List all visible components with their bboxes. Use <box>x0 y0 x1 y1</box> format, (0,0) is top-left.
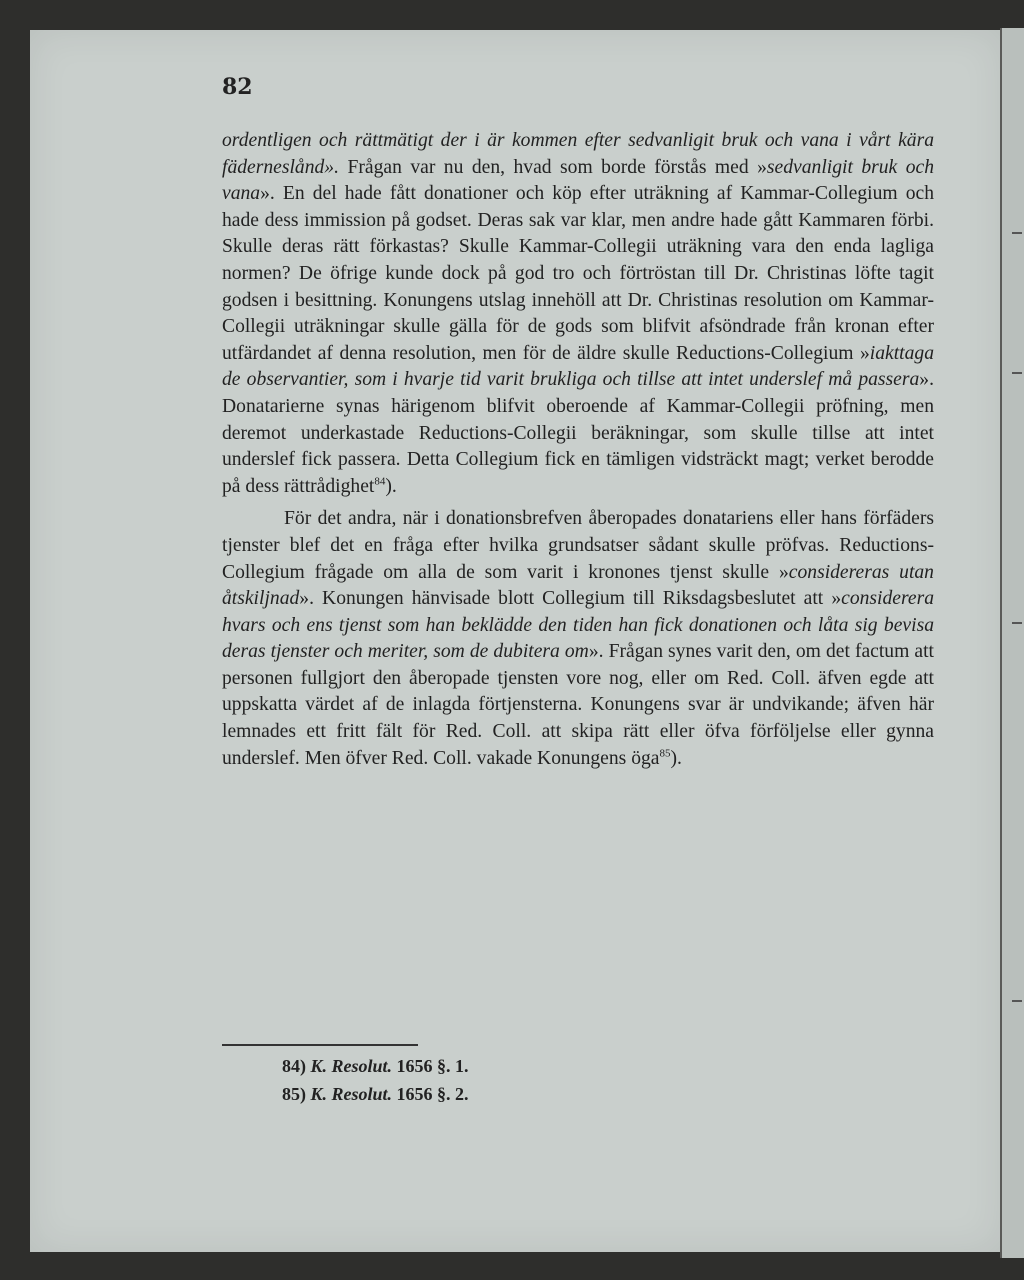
text-run: ). <box>385 475 397 497</box>
text-run: För det andra, när i donationsbrefven åberopades donatariens eller hans förfäders tjenster blef det en fråga efter hvilka grundsatser sådant skulle pröfvas. Reductions-Collegium frågade om alla de som varit i kronones tjenst skulle » <box>222 508 934 583</box>
text-run: ». Frågan synes varit den, om det factum att personen fullgjort den åberopade tjensten vore nog, eller om Red. Coll. äfven egde att uppskatta värdet af de inlagda förtjensterna. Konungens svar är undvikande; äfven här lemnades ett fritt fält för Red. Coll. att skipa rätt eller öfva förföljelse eller gynna underslef. Men öfver Red. Coll. vakade Konungens öga <box>222 641 934 769</box>
paragraph-1 <box>222 128 934 500</box>
footnote-year: 1656 <box>396 1084 433 1104</box>
italic-text-run: ordentligen och rättmätigt der i är kommen efter sedvanligit bruk och vana i vårt kära fäderneslånd». <box>222 130 934 178</box>
edge-mark <box>1012 232 1022 234</box>
footnote-number: 84) <box>282 1056 306 1076</box>
edge-mark <box>1012 372 1022 374</box>
paragraph-2 <box>222 506 934 772</box>
footnote-rule <box>222 1044 418 1046</box>
edge-mark <box>1012 1000 1022 1002</box>
text-run: ». En del hade fått donationer och köp efter uträkning af Kammar-Collegium och hade dess immission på godset. Deras sak var klar, men andre hade gått Kammaren förbi. Skulle deras rätt förkastas? Skulle Kammar-Collegii uträkning vara den enda lagliga normen? De öfrige kunde dock på god tro och förtröstan till Dr. Christinas löfte tagit godsen i besittning. Konungens utslag innehöll att Dr. Christinas resolution om Kammar-Collegii uträkningar skulle gälla för de gods som blifvit afsöndrade från kronan efter utfärdandet af denna resolution, men för de äldre skulle Reductions-Collegium » <box>222 183 934 364</box>
footnote-year: 1656 <box>396 1056 433 1076</box>
footnote-section: §. 1. <box>437 1056 469 1076</box>
page-number: 82 <box>222 74 253 100</box>
footnote-source: K. Resolut. <box>310 1056 393 1076</box>
italic-text-run: iakttaga de observantier, som i hvarje tid varit brukliga och tillse att intet underslef må passera <box>222 342 934 391</box>
adjacent-page-edge <box>1000 28 1024 1258</box>
footnote-source: K. Resolut. <box>310 1084 393 1104</box>
footnote <box>282 1052 469 1080</box>
text-run: Frågan var nu den, hvad som borde förstås med » <box>339 156 767 178</box>
italic-text-run: considerera hvars och ens tjenst som han beklädde den tiden han fick donationen och låta sig bevisa deras tjenster och meriter, som de dubitera om <box>222 588 934 663</box>
italic-text-run: considereras utan åtskiljnad <box>222 561 934 610</box>
text-run: ). <box>670 747 682 769</box>
edge-mark <box>1012 622 1022 624</box>
italic-text-run: sedvanligit bruk och vana <box>222 156 935 205</box>
footnote <box>282 1080 469 1108</box>
footnote-section: §. 2. <box>437 1084 469 1104</box>
text-run: ». Donatarierne synas härigenom blifvit oberoende af Kammar-Collegii pröfning, men deremot underkastade Reductions-Collegii beräkningar, som skulle tillse att intet underslef fick passera. Detta Collegium fick en tämligen vidsträckt magt; verket berodde på dess rättrådighet <box>222 369 934 497</box>
footnote-number: 85) <box>282 1084 306 1104</box>
text-run: ». Konungen hänvisade blott Collegium till Riksdagsbeslutet att » <box>299 588 842 610</box>
body-text <box>222 128 934 772</box>
footnotes <box>282 1052 469 1108</box>
footnote-reference: 85 <box>659 747 671 760</box>
footnote-reference: 84 <box>374 475 386 488</box>
